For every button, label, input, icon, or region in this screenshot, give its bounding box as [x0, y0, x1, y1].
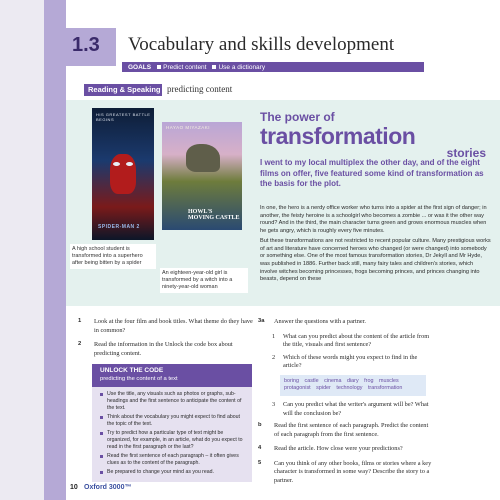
code-box-header — [92, 364, 252, 387]
list-item: Try to predict how a particular type of text might be organized, for example, in an article, what do you expect to read in the first paragraph or the last? — [100, 430, 246, 451]
spider-figure-icon — [110, 154, 136, 194]
bullet-icon — [157, 65, 161, 69]
poster-tagline: HIS GREATEST BATTLE BEGINS — [96, 112, 151, 122]
unit-number: 1.3 — [72, 34, 100, 56]
castle-icon — [186, 144, 220, 172]
article-paragraph: In one, the hero is a nerdy office worker who turns into a spider at the first sign of danger; in another, the feisty heroine is a schoolgirl who becomes a zombie ... or was it the other way round? And in the third, the main character turns green and grows enormous muscles when he gets angry, which is roughly every five minutes. — [260, 205, 487, 235]
subitem-number: 1 — [272, 332, 276, 340]
subitem-number: 2 — [272, 353, 276, 361]
code-box-subtitle: predicting the content of a text — [100, 375, 178, 382]
word-item: transformation — [367, 385, 403, 392]
page-title: Vocabulary and skills development — [128, 34, 395, 55]
goal-text: Predict content — [163, 63, 207, 71]
howl-caption: An eighteen-year-old girl is transformed by a witch into a ninety-year-old woman — [160, 268, 248, 293]
exercise-item — [258, 445, 434, 454]
spiderman-poster-image — [92, 108, 154, 240]
exercise-subitem — [258, 333, 434, 350]
list-item: Use the title, any visuals such as photos or graphs, sub-headings and the first sentence to anticipate the content of the text. — [100, 391, 246, 412]
goals-label: GOALS — [128, 63, 152, 71]
exercise-number: b — [258, 422, 262, 429]
exercise-subitem — [258, 354, 434, 371]
exercise-text: Look at the four film and book titles. What theme do they have in common? — [94, 318, 253, 334]
word-item: muscles — [378, 377, 399, 384]
article-lead: I went to my local multiplex the other day, and of the eight films on offer, five featured some kind of transformation as the basis for the plot. — [260, 158, 484, 189]
article-title-line: stories — [446, 146, 486, 160]
exercise-item — [258, 318, 434, 327]
exercise-text: Read the information in the Unlock the code box about predicting content. — [94, 341, 233, 357]
skill-topic: predicting content — [167, 84, 233, 94]
list-item: Be prepared to change your mind as you read. — [100, 469, 246, 476]
goals-bar — [122, 62, 424, 72]
exercise-text: Answer the questions with a partner. — [274, 318, 366, 325]
exercise-number: 1 — [78, 318, 82, 324]
goal-item — [157, 64, 206, 71]
article-title-line: The power of — [260, 110, 335, 124]
skill-tab: Reading & Speaking — [84, 84, 162, 96]
poster-title-line: HOWL'S — [188, 208, 213, 215]
article-title-line: transformation — [260, 123, 416, 149]
exercise-column-left — [78, 318, 256, 482]
word-item: spider — [316, 385, 331, 392]
article-body — [260, 205, 492, 284]
word-item: cinema — [324, 377, 342, 384]
list-item: Read the first sentence of each paragraph – it often gives clues as to the content of the paragraph. — [100, 453, 246, 467]
goal-text: Use a dictionary — [218, 63, 266, 71]
page-margin — [0, 0, 44, 500]
subitem-number: 3 — [272, 401, 276, 409]
exercise-text: Can you think of any other books, films or stories where a key character is transformed in some way? Describe the story to a partner. — [274, 459, 432, 484]
word-item: protagonist — [284, 385, 311, 392]
word-item: castle — [304, 377, 319, 384]
subitem-text: Which of these words might you expect to find in the article? — [283, 353, 418, 369]
howls-moving-castle-poster-image — [162, 122, 242, 230]
article-paragraph: But these transformations are not restricted to recent popular culture. Many prestigious works of art and literature have concerned heroes who changed (or were changed) into somebody or something else. One of the most famous transformation stories, Dr Jekyll and Mr Hyde, was published in 1886. Further back still, many fairy tales and children's stories, which involve witches becoming princesses, frogs becoming princes, and princes changing into beasts, depend on these — [260, 237, 491, 283]
subitem-text: What can you predict about the content of the article from the title, visuals and first sentence? — [283, 332, 430, 348]
exercise-column-right — [258, 318, 434, 491]
exercise-text: Read the article. How close were your predictions? — [274, 445, 403, 453]
oxford-3000-logo: Oxford 3000™ — [84, 484, 132, 491]
unlock-the-code-box — [92, 364, 252, 482]
word-item: frog — [364, 377, 374, 384]
exercise-number: 2 — [78, 341, 82, 347]
exercise-item — [258, 460, 434, 486]
unit-color-bar — [44, 0, 66, 500]
goal-item — [212, 64, 265, 71]
poster-title-line: MOVING CASTLE — [188, 215, 240, 222]
bullet-icon — [212, 65, 216, 69]
word-item: diary — [346, 377, 359, 384]
exercise-number: 4 — [258, 445, 262, 452]
spiderman-caption: A high school student is transformed into a superhero after being bitten by a spider — [70, 244, 156, 269]
poster-title — [188, 209, 240, 222]
article-title — [260, 110, 490, 160]
eye-icon — [126, 162, 133, 166]
code-box-list — [92, 387, 252, 482]
poster-title: SPIDER-MAN 2 — [98, 224, 140, 230]
poster-director: HAYAO MIYAZAKI — [166, 125, 211, 130]
word-item: boring — [284, 377, 299, 384]
eye-icon — [113, 162, 120, 166]
exercise-number: 5 — [258, 459, 262, 466]
word-box — [280, 375, 426, 397]
code-box-title: UNLOCK THE CODE — [100, 367, 164, 374]
exercise-number: 3a — [258, 318, 265, 324]
exercise-item — [78, 318, 256, 335]
subitem-text: Can you predict what the writer's argument will be? What will the conclusion be? — [283, 401, 429, 417]
exercise-item — [258, 422, 434, 439]
exercise-text: Read the first sentence of each paragraph. Predict the content of each paragraph from the first sentence. — [274, 422, 429, 438]
exercise-item — [78, 341, 256, 358]
page-number: 10 — [70, 484, 78, 491]
exercise-subitem — [258, 401, 434, 418]
list-item: Think about the vocabulary you might expect to find about the topic of the text. — [100, 414, 246, 428]
word-item: technology — [336, 385, 363, 392]
